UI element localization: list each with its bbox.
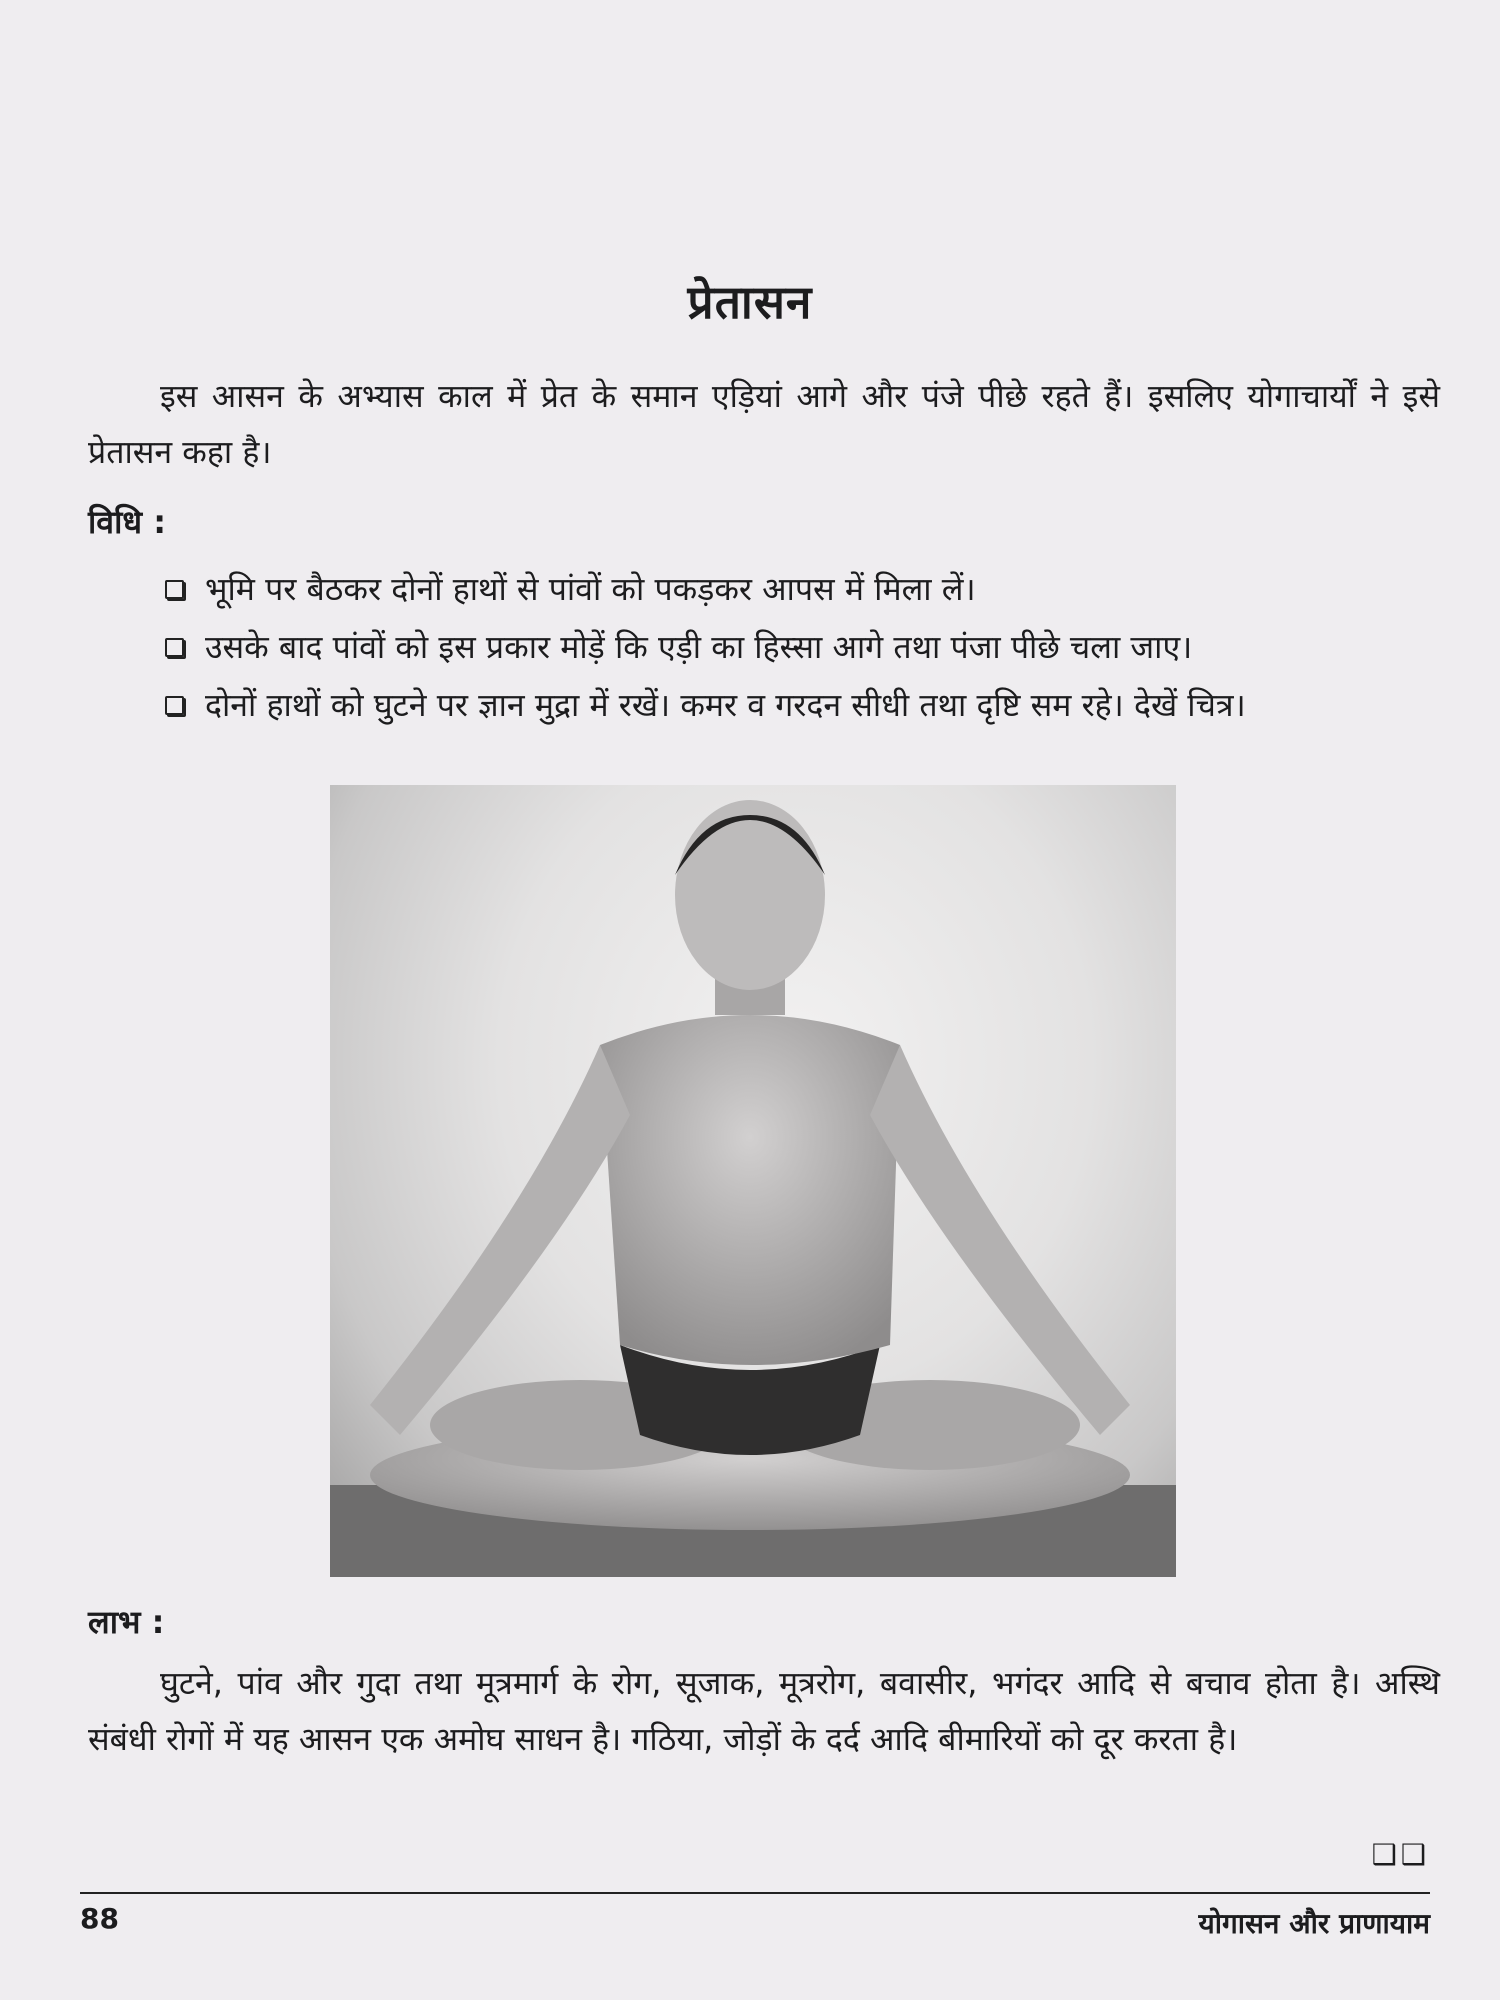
method-steps	[165, 560, 1440, 734]
list-item	[165, 560, 1440, 618]
checkbox-bullet-icon	[165, 580, 184, 599]
list-item	[165, 618, 1440, 676]
running-footer-title: योगासन और प्राणायाम	[1198, 1907, 1430, 1940]
end-of-section-mark: ❑❑	[1371, 1838, 1430, 1871]
pose-photo	[330, 785, 1176, 1577]
checkbox-bullet-icon	[165, 638, 184, 657]
footer-divider	[80, 1892, 1430, 1894]
page-title: प्रेतासन	[687, 275, 813, 329]
benefits-paragraph: घुटने, पांव और गुदा तथा मूत्रमार्ग के रोग, सूजाक, मूत्ररोग, बवासीर, भगंदर आदि से बचाव होता है। अस्थि संबंधी रोगों में यह आसन एक अमोघ साधन है। गठिया, जोड़ों के दर्द आदि बीमारियों को दूर करता है।	[88, 1664, 1440, 1758]
checkbox-bullet-icon	[165, 696, 184, 715]
benefits-heading: लाभ :	[88, 1603, 165, 1641]
method-heading: विधि :	[88, 503, 166, 541]
step-text: उसके बाद पांवों को इस प्रकार मोड़ें कि एड़ी का हिस्सा आगे तथा पंजा पीछे चला जाए।	[205, 628, 1193, 666]
step-text: दोनों हाथों को घुटने पर ज्ञान मुद्रा में रखें। कमर व गरदन सीधी तथा दृष्टि सम रहे। देखें चित्र।	[205, 686, 1246, 724]
seated-figure-illustration	[330, 785, 1176, 1577]
list-item	[165, 676, 1440, 734]
step-text: भूमि पर बैठकर दोनों हाथों से पांवों को पकड़कर आपस में मिला लें।	[205, 570, 976, 608]
intro-paragraph: इस आसन के अभ्यास काल में प्रेत के समान एड़ियां आगे और पंजे पीछे रहते हैं। इसलिए योगाचार्यों ने इसे प्रेतासन कहा है।	[88, 377, 1440, 471]
page-number: 88	[80, 1902, 119, 1935]
